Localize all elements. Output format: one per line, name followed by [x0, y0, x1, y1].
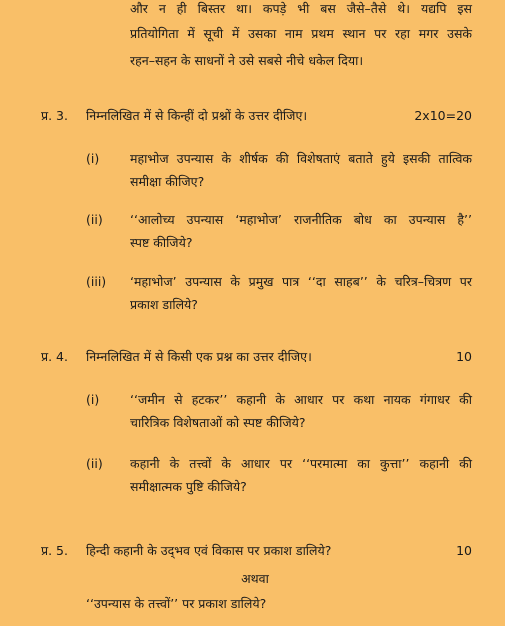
- q4-marks: 10: [456, 349, 472, 364]
- q3-sub-ii-line-2: स्पष्ट कीजिये?: [130, 235, 193, 250]
- q3-sub-iii-line-1: ‘महाभोज’ उपन्यास के प्रमुख पात्र ‘‘दा साहब’’ के चरित्र–चित्रण पर: [130, 274, 472, 289]
- q4-sub-label-ii: (ii): [86, 456, 103, 471]
- q4-number: प्र. 4.: [41, 349, 68, 364]
- q4-sub-i-line-1: ‘‘जमीन से हटकर’’ कहानी के आधार पर कथा नायक गंगाधर की: [130, 392, 472, 407]
- q5-or-separator: अथवा: [241, 571, 269, 586]
- q3-sub-label-i: (i): [86, 151, 100, 166]
- q3-marks: 2x10=20: [414, 108, 472, 123]
- q5-question: हिन्दी कहानी के उद्‌भव एवं विकास पर प्रकाश डालिये?: [86, 543, 332, 558]
- q3-sub-i-line-1: महाभोज उपन्यास के शीर्षक की विशेषताएं बताते हुये इसकी तात्विक: [130, 151, 472, 166]
- q3-instruction: निम्नलिखित में से किन्हीं दो प्रश्नों के उत्तर दीजिए।: [86, 108, 308, 123]
- intro-line-1: और न ही बिस्तर था। कपड़े भी बस जैसे–तैसे थे। यद्यपि इस: [130, 1, 472, 16]
- q5-marks: 10: [456, 543, 472, 558]
- q3-sub-ii-line-1: ‘‘आलोच्य उपन्यास ‘महाभोज’ राजनीतिक बोध का उपन्यास है’’: [130, 212, 472, 227]
- intro-line-3: रहन–सहन के साधनों ने उसे सबसे नीचे धकेल दिया।: [130, 53, 364, 68]
- q3-sub-label-iii: (iii): [86, 274, 107, 289]
- q4-instruction: निम्नलिखित में से किसी एक प्रश्न का उत्तर दीजिए।: [86, 349, 312, 364]
- q4-sub-label-i: (i): [86, 392, 100, 407]
- q5-alternative-question: ‘‘उपन्यास के तत्त्वों’’ पर प्रकाश डालिये?: [86, 596, 267, 611]
- q3-sub-iii-line-2: प्रकाश डालिये?: [130, 297, 198, 312]
- q4-sub-i-line-2: चारित्रिक विशेषताओं को स्पष्ट कीजिये?: [130, 415, 306, 430]
- q3-number: प्र. 3.: [41, 108, 68, 123]
- q3-sub-label-ii: (ii): [86, 212, 103, 227]
- q4-sub-ii-line-1: कहानी के तत्त्वों के आधार पर ‘‘परमात्मा का कुत्ता’’ कहानी की: [130, 456, 472, 471]
- q4-sub-ii-line-2: समीक्षात्मक पुष्टि कीजिये?: [130, 479, 247, 494]
- intro-line-2: प्रतियोगिता में सूची में उसका नाम प्रथम स्थान पर रहा मगर उसके: [130, 26, 472, 41]
- q3-sub-i-line-2: समीक्षा कीजिए?: [130, 174, 205, 189]
- q5-number: प्र. 5.: [41, 543, 68, 558]
